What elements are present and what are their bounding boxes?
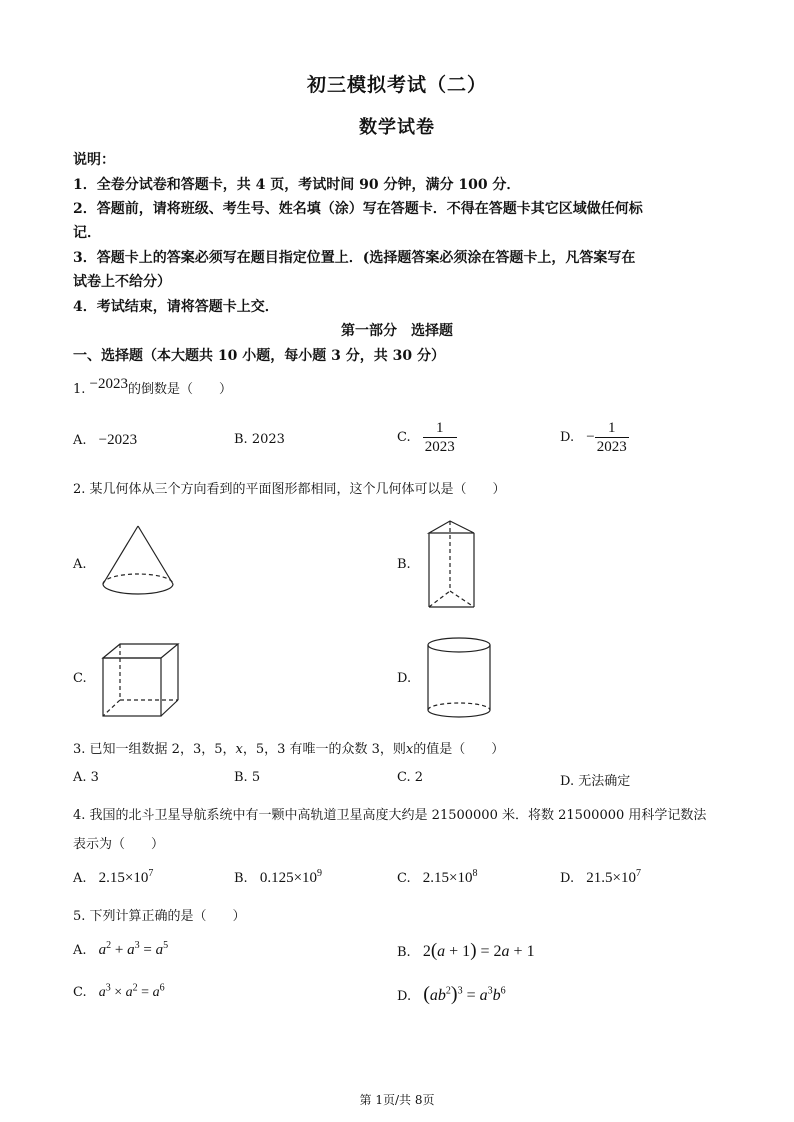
instruction-4: 4．考试结束，请将答题卡上交． xyxy=(73,299,279,315)
question-1 xyxy=(73,378,232,398)
q1-b-label: B. xyxy=(234,432,248,447)
q1-option-b[interactable] xyxy=(234,432,285,447)
q3-option-a[interactable]: A. 3 xyxy=(73,770,99,785)
q4-d-label: D. xyxy=(560,871,575,886)
q4-a-label: A. xyxy=(73,871,87,886)
q4-option-a[interactable] xyxy=(73,870,153,887)
q1-c-denominator: 2023 xyxy=(424,439,455,455)
instruction-3-cont: 试卷上不给分） xyxy=(73,274,171,290)
q1-d-fraction xyxy=(595,419,629,456)
q5-option-b[interactable] xyxy=(397,940,535,962)
q5-a-expression: $a^2 + a^3 = a^5$ xyxy=(98,940,169,958)
q4-c-value xyxy=(423,870,478,886)
page-number: 第 1页/共 8页 xyxy=(359,1093,435,1107)
instruction-3: 3．答题卡上的答案必须写在题目指定位置上．(选择题答案必须涂在答题卡上，凡答案写在 xyxy=(73,250,636,266)
q1-a-value: −2023 xyxy=(98,432,138,448)
q3-var-x2: x xyxy=(405,742,414,757)
cone-icon xyxy=(100,524,176,604)
q3-stem-mid: ，5，3 有唯一的众数 3，则 xyxy=(242,742,406,757)
q1-b-value: 2023 xyxy=(251,432,285,447)
q2-b-label[interactable]: B. xyxy=(397,557,411,572)
q1-stem-text: 的倒数是（ ） xyxy=(128,382,233,397)
cube-icon xyxy=(100,642,182,720)
q1-c-numerator: 1 xyxy=(423,419,457,438)
q5-b-label: B. xyxy=(397,945,411,960)
cylinder-icon xyxy=(426,636,492,722)
q4-c-exp: 8 xyxy=(472,868,478,879)
q4-option-d[interactable] xyxy=(560,870,641,887)
q1-a-label: A. xyxy=(73,433,87,448)
q3-option-d[interactable]: D. 无法确定 xyxy=(560,774,631,789)
exam-subtitle: 数学试卷 xyxy=(359,117,435,138)
q4-a-base: 2.15×10 xyxy=(98,870,149,886)
q3-stem-post: 的值是（ ） xyxy=(413,742,505,757)
question-4-line2: 表示为（ ） xyxy=(73,837,165,852)
q2-d-label[interactable]: D. xyxy=(397,671,412,686)
q4-a-value xyxy=(99,870,154,886)
q4-b-value xyxy=(260,870,322,886)
q1-option-a[interactable] xyxy=(73,432,137,449)
q5-option-c[interactable] xyxy=(73,982,165,1001)
q1-d-denominator: 2023 xyxy=(596,439,627,455)
question-3 xyxy=(73,738,504,757)
q5-c-expression: $a^3 \times a^2 = a^6$ xyxy=(98,982,165,1000)
q5-a-label: A. xyxy=(73,943,87,958)
q4-b-label: B. xyxy=(234,871,248,886)
q4-c-base: 2.15×10 xyxy=(422,870,473,886)
q1-d-numerator: 1 xyxy=(595,419,629,438)
q1-c-fraction xyxy=(423,419,457,456)
instruction-1: 1．全卷分试卷和答题卡，共 4 页，考试时间 90 分钟，满分 100 分． xyxy=(73,177,521,193)
q5-option-a[interactable] xyxy=(73,942,168,959)
q5-b-expression: 2(a + 1) = 2a + 1 xyxy=(422,940,535,961)
q1-number: 1. xyxy=(73,382,86,397)
part-heading: 第一部分 选择题 xyxy=(341,323,453,339)
q4-option-c[interactable] xyxy=(397,870,477,887)
q2-a-label[interactable]: A. xyxy=(73,557,87,572)
q1-d-label: D. xyxy=(560,430,575,445)
instruction-2: 2．答题前，请将班级、考生号、姓名填（涂）写在答题卡．不得在答题卡其它区域做任何标 xyxy=(73,201,643,217)
q3-stem-pre: 3. 已知一组数据 2，3，5， xyxy=(73,742,236,757)
q4-d-exp: 7 xyxy=(635,868,641,879)
q1-option-c[interactable] xyxy=(397,419,457,456)
q1-stem-value: −2023 xyxy=(89,376,129,392)
q4-a-exp: 7 xyxy=(148,868,154,879)
section-heading: 一、选择题（本大题共 10 小题，每小题 3 分，共 30 分） xyxy=(73,348,445,364)
q1-d-sign: − xyxy=(586,429,595,445)
q4-b-base: 0.125×10 xyxy=(259,870,318,886)
triangular-prism-icon xyxy=(424,519,480,611)
q4-option-b[interactable] xyxy=(234,870,322,887)
q3-var-x: x xyxy=(235,742,243,757)
q3-option-b[interactable]: B. 5 xyxy=(234,770,261,785)
q1-option-d[interactable] xyxy=(560,419,629,456)
q4-d-base: 21.5×10 xyxy=(586,870,636,886)
question-5: 5. 下列计算正确的是（ ） xyxy=(73,909,246,924)
q3-option-c[interactable]: C. 2 xyxy=(397,770,424,785)
q1-c-label: C. xyxy=(397,430,411,445)
q2-c-label[interactable]: C. xyxy=(73,671,87,686)
exam-title: 初三模拟考试（二） xyxy=(306,74,487,96)
q5-d-expression: $(ab^2)^3 = a^3b^6$ xyxy=(423,983,506,1005)
q5-c-label: C. xyxy=(73,985,87,1000)
q5-d-label: D. xyxy=(397,989,412,1004)
q5-option-d[interactable] xyxy=(397,983,506,1006)
q4-d-value xyxy=(586,870,641,886)
instruction-2-cont: 记． xyxy=(73,225,101,241)
question-2: 2. 某几何体从三个方向看到的平面图形都相同，这个几何体可以是（ ） xyxy=(73,482,506,497)
question-4-line1: 4. 我国的北斗卫星导航系统中有一颗中高轨道卫星高度大约是 21500000 米．将数 21500000 用科学记数法 xyxy=(73,808,707,823)
q4-b-exp: 9 xyxy=(317,868,323,879)
q4-c-label: C. xyxy=(397,871,411,886)
instructions-heading: 说明： xyxy=(73,152,115,168)
